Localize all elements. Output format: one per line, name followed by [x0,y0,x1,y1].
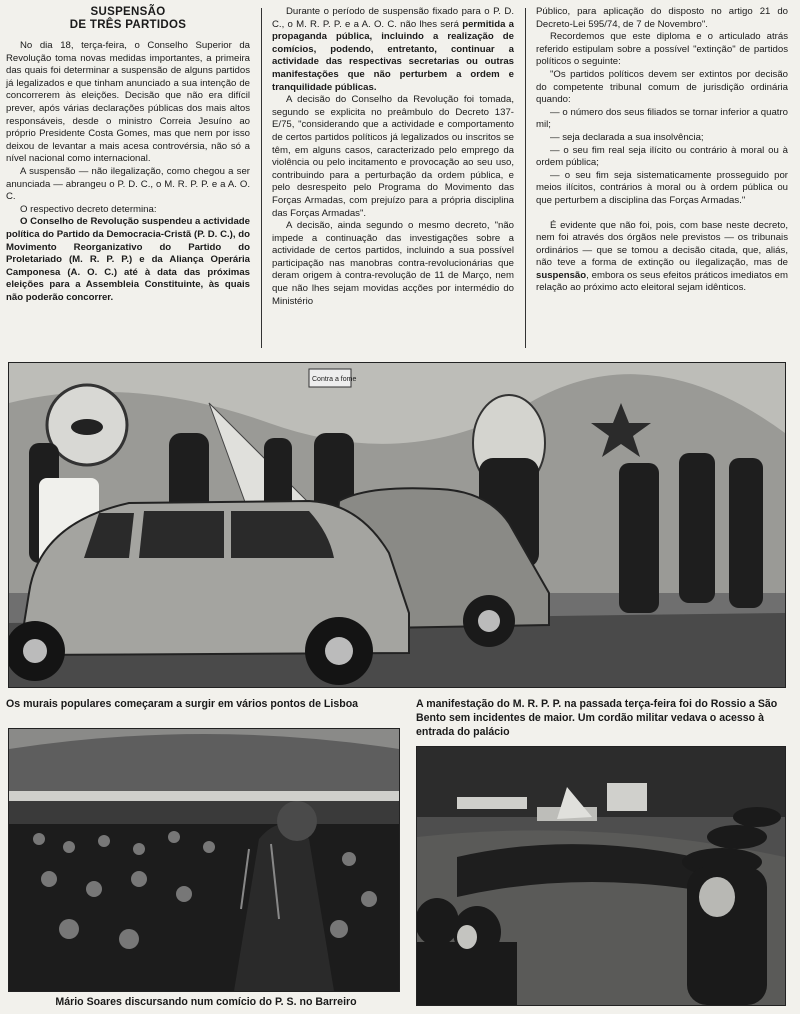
mrpp-demo-photo [416,746,786,1006]
mural-sign-text: Contra a fome [312,376,357,383]
headline-line-1: SUSPENSÃO [90,6,166,18]
col2-p1-bold: permitida a propaganda pública, incluindo a realização de comícios, podendo, entretanto, continuar a actividade das respectivas secretarias ou outras manifestações que não perturbem a ordem e tranquilidade públicas. [272,18,515,93]
article-headline [6,6,250,32]
col3-p8-bold: suspensão [536,269,587,281]
col3-paragraph-2: Recordemos que este diploma e o articulado atrás referido estipulam sobre a possível "extinção" de partidos políticos o seguinte: [536,31,788,68]
col1-paragraph-2: A suspensão — não ilegalização, como chegou a ser anunciada — abrangeu o P. D. C., o M. R. P. P. e a A. O. C. [6,165,250,203]
col2-p1-normal: Durante o período de suspensão fixado para o P. D. C., o M. R. P. P. e a A. O. C. não lhes será [272,6,514,30]
column-rule-1 [261,8,262,348]
mural-cars-illustration [9,363,785,687]
col3-p8-before: É evidente que não foi, pois, com base neste decreto, nem foi através dos órgãos nele previstos — os tribunais ordinários — que se tomou a decisão citada, que, aliás, não teve a forma de extinção ou ilegalização, mas de [536,219,788,269]
col1-paragraph-1: No dia 18, terça-feira, o Conselho Superior da Revolução toma novas medidas importantes, a primeira das quais foi determinar a suspensão de alguns partidos já legalizados e que tinham anunciado a sua intenção de concorrerem às eleições. Decisão que não era difícil prever, após várias declarações públicas dos mais altos responsáveis, desde o ministro Correia Jesuíno ao próprio Presidente Costa Gomes, mas que nem por isso deixou de levantar a mais acesa controvérsia, não só a nível nacional como internacional. [6,40,250,165]
col3-paragraph-3: "Os partidos políticos devem ser extintos por decisão do competente tribunal comum de jurisdição ordinária quando: [536,68,788,106]
col2-paragraph-1 [272,6,514,94]
mural-cars-photo [8,362,786,688]
article-column-2 [272,6,514,308]
col2-paragraph-3: A decisão, ainda segundo o mesmo decreto, "não impede a continuação das investigações sobre a actividade de certos partidos, incluindo a sua possível participação nas manobras contra-revolucionárias que deram origem à contra-revolução de 11 de Março, nem que não lhes sejam movidas acções por intermédio do Ministério [272,220,514,307]
soares-rally-photo [8,728,400,992]
col1-paragraph-4: O Conselho de Revolução suspendeu a actividade política do Partido da Democracia-Cristã (P. D. C.), do Movimento Reorganizativo do Partido do Proletariado (M. R. P. P.) e da Aliança Operária Camponesa (A. O. C.) até à data das próximas eleições para a Assembleia Constituinte, às quais não poderão concorrer. [6,216,250,303]
col3-p8-after: , embora os seus efeitos práticos imediatos em relação ao próximo acto eleitoral sejam idênticos. [536,269,788,294]
col3-paragraph-1: Público, para aplicação do disposto no artigo 21 do Decreto-Lei 595/74, de 7 de Novembro". [536,6,788,30]
caption-soares: Mário Soares discursando num comício do P. S. no Barreiro [55,996,357,1008]
rally-illustration [9,729,399,991]
col3-paragraph-6: — o seu fim real seja ilícito ou contrário à moral ou à ordem pública; [536,144,788,169]
article-column-1 [6,6,250,304]
article-column-3 [536,6,788,295]
column-rule-2 [525,8,526,348]
col3-paragraph-5: — seja declarada a sua insolvência; [550,131,704,143]
caption-mrpp-demo: A manifestação do M. R. P. P. na passada terça-feira foi do Rossio a São Bento sem incidentes de maior. Um cordão militar vedava o acesso à entrada do palácio [416,698,778,738]
col3-paragraph-7: — o seu fim seja sistematicamente prosseguido por meios ilícitos, contrários à moral ou à ordem pública ou que perturbem a disciplina das Forças Armadas." [536,169,788,206]
col2-paragraph-2: A decisão do Conselho da Revolução foi tomada, segundo se explicita no preâmbulo do Decreto 137-E/75, "considerando que a actividade e comportamento de certos partidos políticos já legalizados ou inscritos se têm, em alguns casos, caracterizado pelo emprego da violência ou pelo incitamento e provocação ao seu uso, contribuindo para a perturbação da ordem pública, e pelo desrespeito pelo Programa do Movimento das Forças Armadas, com prejuízo para a própria disciplina das Forças Armadas". [272,94,514,219]
col3-paragraph-4: — o número dos seus filiados se tornar inferior a quatro mil; [536,106,788,131]
headline-line-2: DE TRÊS PARTIDOS [69,19,187,31]
caption-murals: Os murais populares começaram a surgir em vários pontos de Lisboa [6,698,359,710]
demo-illustration [417,747,785,1005]
col1-paragraph-3: O respectivo decreto determina: [20,203,157,215]
col3-paragraph-8 [536,220,788,296]
